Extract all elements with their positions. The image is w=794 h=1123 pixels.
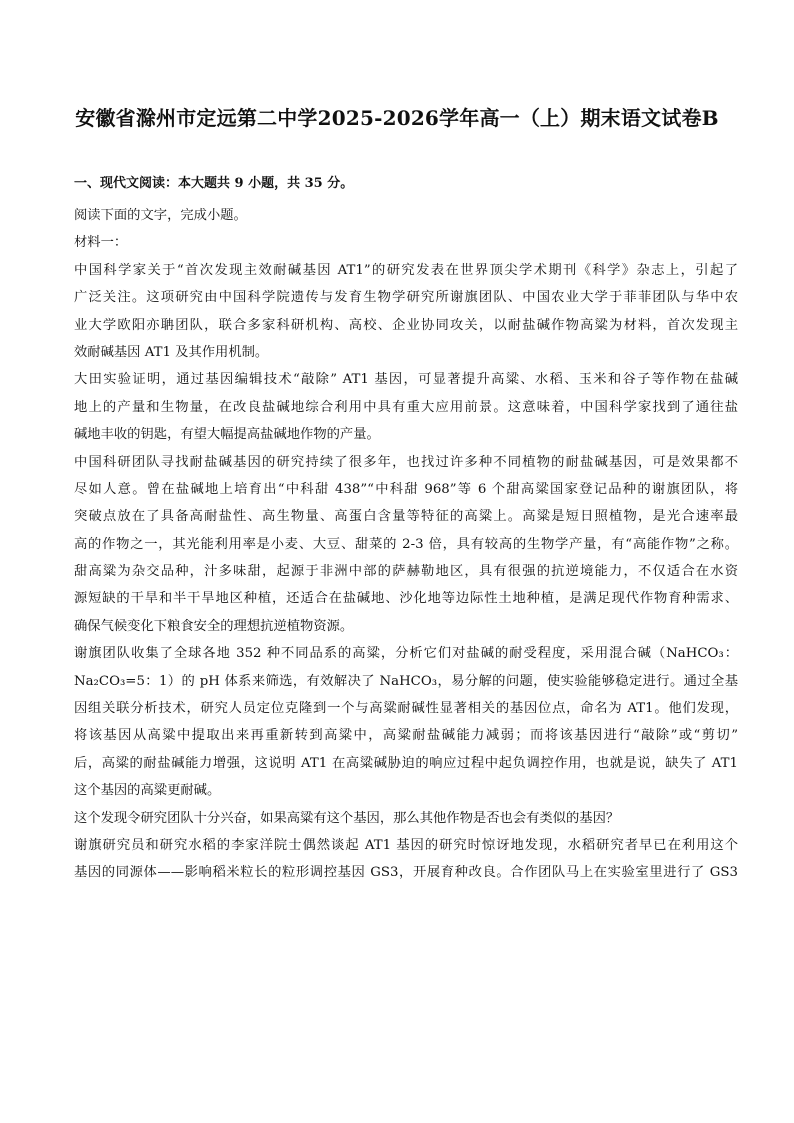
text-line: 谢旗研究员和研究水稻的李家洋院士偶然谈起 AT1 基因的研究时惊讶地发现，水稻研究者早已在利用这个 <box>74 837 738 853</box>
text-line: 因组关联分析技术，研究人员定位克隆到一个与高粱耐碱性显著相关的基因位点，命名为 AT1。他们发现， <box>74 701 738 717</box>
text-line: 将该基因从高粱中提取出来再重新转到高粱中，高粱耐盐碱能力减弱；而将该基因进行“敲除”或“剪切” <box>74 728 738 744</box>
body-text <box>74 202 738 887</box>
text-line: 基因的同源体——影响稻米粒长的粒形调控基因 GS3，开展育种改良。合作团队马上在实验室里进行了 GS3 <box>74 865 738 881</box>
text-line: 中国科研团队寻找耐盐碱基因的研究持续了很多年，也找过许多种不同植物的耐盐碱基因，可是效果都不 <box>74 454 738 470</box>
text-line: 广泛关注。这项研究由中国科学院遗传与发育生物学研究所谢旗团队、中国农业大学于菲菲团队与华中农 <box>74 290 738 306</box>
text-line: 阅读下面的文字，完成小题。 <box>74 208 247 223</box>
text-line: 碱地丰收的钥匙，有望大幅提高盐碱地作物的产量。 <box>74 427 380 443</box>
text-line: 业大学欧阳亦聃团队，联合多家科研机构、高校、企业协同攻关，以耐盐碱作物高粱为材料，首次发现主 <box>74 317 738 333</box>
text-line: 地上的产量和生物量，在改良盐碱地综合利用中具有重大应用前景。这意味着，中国科学家找到了通往盐 <box>74 399 738 415</box>
text-line: 高的作物之一，其光能利用率是小麦、大豆、甜菜的 2-3 倍，具有较高的生物学产量，有“高能作物”之称。 <box>74 536 738 552</box>
text-line: 这个基因的高粱更耐碱。 <box>74 783 221 799</box>
text-line: 中国科学家关于“首次发现主效耐碱基因 AT1”的研究发表在世界顶尖学术期刊《科学》杂志上，引起了 <box>74 262 738 278</box>
section-heading: 一、现代文阅读：本大题共 9 小题，共 35 分。 <box>74 176 354 191</box>
text-line: 大田实验证明，通过基因编辑技术“敲除” AT1 基因，可显著提升高粱、水稻、玉米和谷子等作物在盐碱 <box>74 372 738 388</box>
text-line: 确保气候变化下粮食安全的理想抗逆植物资源。 <box>74 618 354 634</box>
text-line: 源短缺的干旱和半干旱地区种植，还适合在盐碱地、沙化地等边际性土地种植，是满足现代作物育种需求、 <box>74 591 738 607</box>
text-line: 谢旗团队收集了全球各地 352 种不同品系的高粱，分析它们对盐碱的耐受程度，采用混合碱（NaHCO₃： <box>74 646 738 662</box>
text-line: 效耐碱基因 AT1 及其作用机制。 <box>74 344 269 360</box>
text-line: 尽如人意。曾在盐碱地上培育出“中科甜 438”“中科甜 968”等 6 个甜高粱国家登记品种的谢旗团队，将 <box>74 481 738 497</box>
text-line: Na₂CO₃=5：1）的 pH 体系来筛选，有效解决了 NaHCO₃，易分解的问题，使实验能够稳定进行。通过全基 <box>74 673 738 689</box>
text-line: 材料一： <box>74 235 128 251</box>
text-line: 这个发现令研究团队十分兴奋，如果高粱有这个基因，那么其他作物是否也会有类似的基因？ <box>74 810 620 826</box>
text-line: 甜高粱为杂交品种，汁多味甜，起源于非洲中部的萨赫勒地区，具有很强的抗逆境能力，不仅适合在水资 <box>74 564 738 580</box>
text-line: 后，高粱的耐盐碱能力增强，这说明 AT1 在高粱碱胁迫的响应过程中起负调控作用，也就是说，缺失了 AT1 <box>74 755 738 771</box>
text-line: 突破点放在了具备高耐盐性、高生物量、高蛋白含量等特征的高粱上。高粱是短日照植物，是光合速率最 <box>74 509 738 525</box>
page-title: 安徽省滁州市定远第二中学2025-2026学年高一（上）期末语文试卷B <box>75 106 719 130</box>
